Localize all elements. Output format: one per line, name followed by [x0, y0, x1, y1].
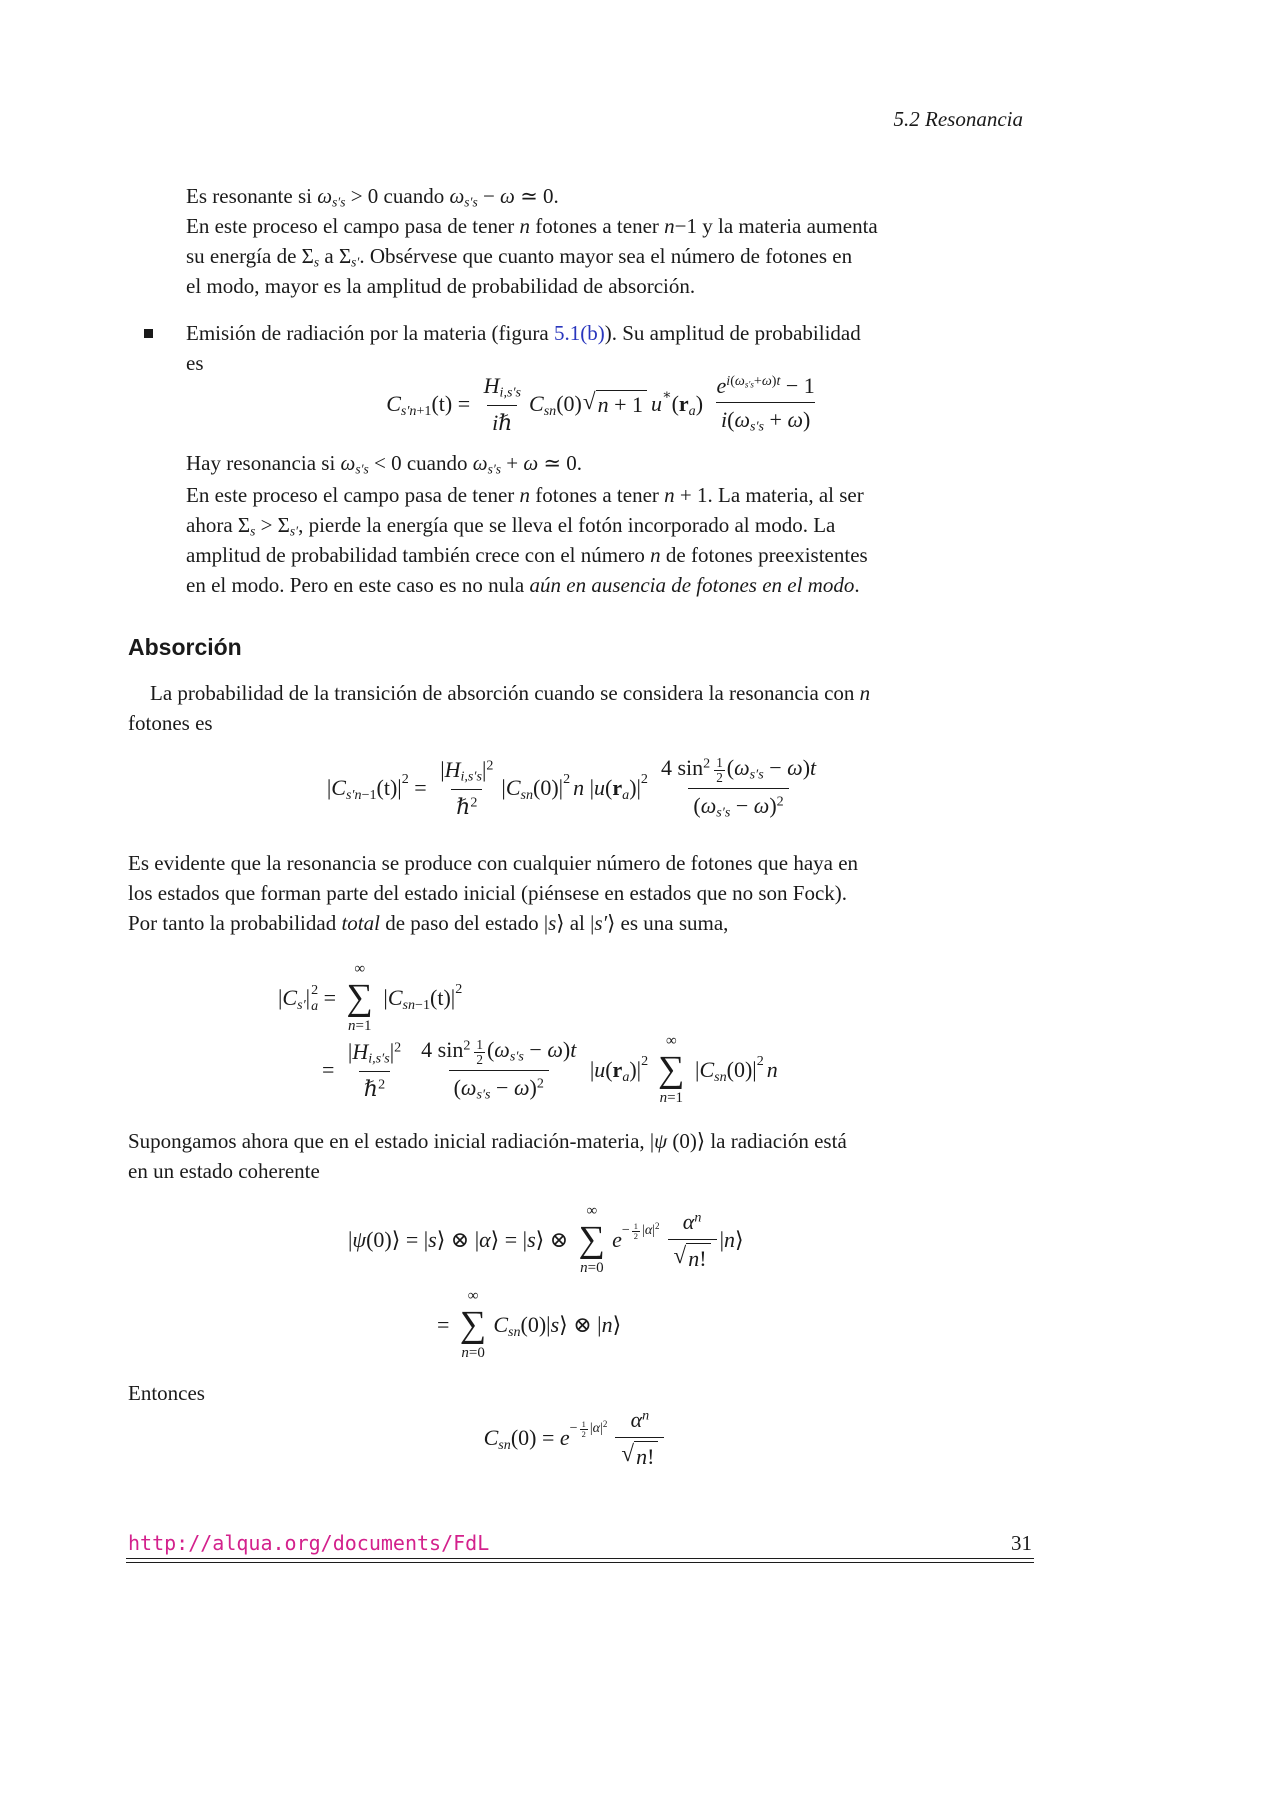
text-line: amplitud de probabilidad también crece con el número n de fotones preexistentes: [186, 543, 868, 567]
equation-coherent-state-line2: = ∞ ∑ n=0 C sn (0)| s ⟩ ⊗ | n ⟩: [437, 1288, 622, 1361]
text-line: Supongamos ahora que en el estado inicial radiación-materia, |ψ (0)⟩ la radiación está: [128, 1129, 847, 1153]
bullet-square-icon: [144, 329, 153, 338]
bullet-text-pre: Emisión de radiación por la materia (figura: [186, 321, 554, 345]
footer-rule: [126, 1558, 1034, 1563]
text-line: ahora Σs > Σs′, pierde la energía que se lleva el fotón incorporado al modo. La: [186, 513, 836, 539]
text-line: en un estado coherente: [128, 1159, 320, 1183]
text-line: es: [186, 351, 204, 375]
text-line: su energía de Σs a Σs′. Obsérvese que cuanto mayor sea el número de fotones en: [186, 244, 853, 270]
bullet-text-post: ). Su amplitud de probabilidad: [604, 321, 861, 345]
text-line: La probabilidad de la transición de absorción cuando se considera la resonancia con n: [150, 681, 871, 705]
paragraph-hay-resonancia: [186, 448, 582, 478]
equation-absorption-probability: | C s′n−1 (t)| 2 = $|Hi,s's|^2$ ℏ$^2$ | C sn (0)| 2 n | u ( r a )| 2 4 $\sin^2$ $\frac{1}{2}$ (ωs′s − ω)t $(\omega s's - \omega)^2$: [326, 754, 817, 821]
paragraph-proceso: [186, 480, 868, 600]
equation-csn-coefficient: C sn (0) = e − $\frac{1}{2}$ $|\alpha|^2$ $\alpha^n$ √ n!: [128, 1404, 1023, 1472]
text-line: [186, 318, 861, 348]
text-line: En este proceso el campo pasa de tener n fotones a tener n + 1. La materia, al ser: [186, 483, 864, 507]
figure-ref-link[interactable]: 5.1(b): [553, 321, 605, 345]
text-line: el modo, mayor es la amplitud de probabilidad de absorción.: [186, 274, 696, 298]
text-line: En este proceso el campo pasa de tener n fotones a tener n−1 y la materia aumenta: [186, 214, 878, 238]
section-heading-absorcion: Absorción: [128, 634, 242, 660]
equation-total-probability-line1: | C s′ | 2 a = ∞ ∑ n=1 | C sn−1 (t)| 2: [278, 961, 463, 1034]
text-line: fotones es: [128, 711, 213, 735]
footer-url-link[interactable]: http://alqua.org/documents/FdL: [128, 1531, 490, 1555]
text-line: Por tanto la probabilidad total de paso del estado |s⟩ al |s′⟩ es una suma,: [128, 911, 729, 935]
equation-emission-amplitude: C s′n+1 (t) = Hi,s′s iℏ C sn (0) √ n + 1 u ∗ ( r a ) $e^{i(\omega s's+\omega)t} - 1$ i(ωs′s + ω): [386, 372, 815, 435]
text-line: Es evidente que la resonancia se produce con cualquier número de fotones que haya en: [128, 851, 859, 875]
running-header: 5.2 Resonancia: [893, 107, 1023, 131]
equation-total-probability-line2: = $|Hi,s's|^2$ ℏ$^2$ 4 $\sin^2$ $\frac{1}{2}$ (ωs′s − ω)t $(\omega s's - \omega)^2$ | u ( r a )| 2 ∞ ∑ n=1 | C sn (0)| 2 n: [322, 1033, 778, 1106]
paragraph-probabilidad: [128, 678, 870, 738]
text-line: Es resonante si ωs′s > 0 cuando ωs′s − ω ≃ 0.: [186, 184, 559, 210]
text-line: en el modo. Pero en este caso es no nula aún en ausencia de fotones en el modo.: [186, 573, 860, 597]
paragraph-supongamos: [128, 1126, 847, 1186]
equation-coherent-state-line1: | ψ (0)⟩ = | s ⟩ ⊗ | α ⟩ = | s ⟩ ⊗ ∞ ∑ n=0 e − $\frac{1}{2}$ $|\alpha|^2$ $\alpha^n$ √ n! | n ⟩: [348, 1203, 744, 1276]
text-line: los estados que forman parte del estado inicial (piénsese en estados que no son Fock).: [128, 881, 848, 905]
text-line: Hay resonancia si ωs′s < 0 cuando ωs′s + ω ≃ 0.: [186, 451, 583, 477]
paragraph-resonante: [186, 181, 878, 301]
paragraph-evidente: [128, 848, 858, 938]
text-line: Entonces: [128, 1381, 205, 1405]
page-number: 31: [1011, 1531, 1032, 1555]
